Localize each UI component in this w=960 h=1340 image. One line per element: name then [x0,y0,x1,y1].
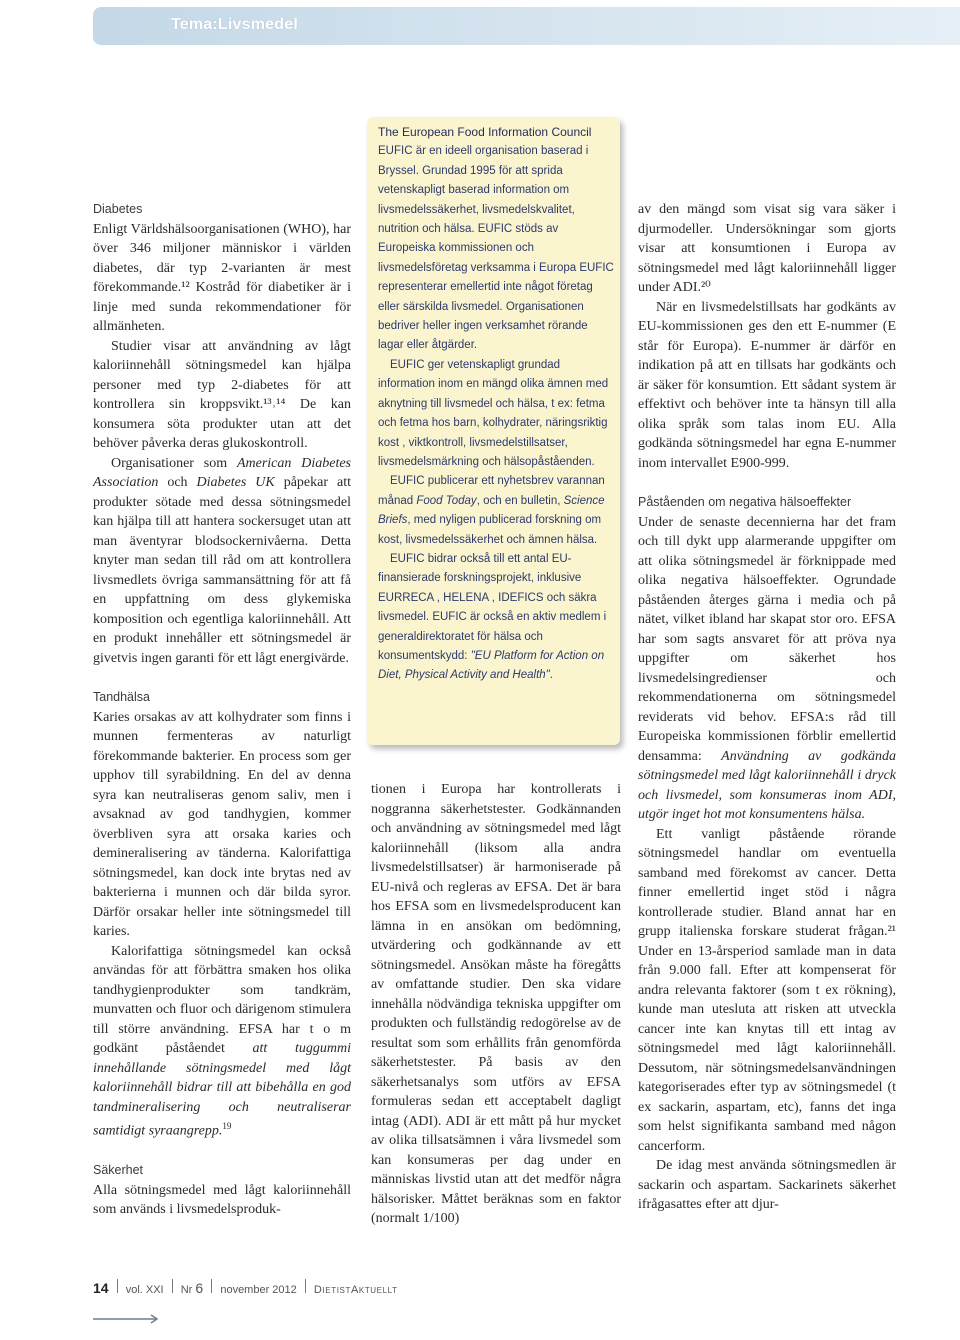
issue-date: november 2012 [220,1284,297,1296]
heading-sakerhet: Säkerhet [93,1163,144,1178]
paragraph: Studier visar att användning av lågt kaloriinnehåll sötningsmedel kan hjälpa personer med typ 2-diabetes för att kontrollera sin kroppsvikt.¹³˒¹⁴ De kan konsumera söta produkter utan att det behöver påverka deras glukoskontroll. [93,338,351,451]
info-box-paragraph: EUFIC bidrar också till ett antal EU-finansierade forskningsprojekt, inklusive EURRECA , HELENA , IDEFICS och säkra livsmedel. EUFIC är också en aktiv medlem i generaldirektoratet för hälsa och konsumentskydd: "EU Platform for Action on Diet, Physical Activity and Health". [378,552,607,682]
info-box-paragraph: EUFIC är en ideell organisation baserad i Bryssel. Grundad 1995 för att sprida vetenskapligt baserad information om livsmedelssäkerhet, livsmedelskvalitet, nutrition och hälsa. EUFIC stöds av Europeiska kommissionen och livsmedelsföretag verksamma i Europa EUFIC representerar emellertid inte något företag eller särskilda livsmedel. Organisationen bedriver heller ingen verksamhet rörande lagar eller åtgärder. [378,145,614,352]
column-middle [371,780,621,1229]
paragraph: När en livsmedelstillsats har godkänts av EU-kommissionen ges den ett E-nummer (E står för Europa). E-nummer är därför en indikation på att en tillsats har godkänts och är säker för konsumtion. Ett sådant system är effektivt och behöver inte ta hänsyn till alla olika språk som talas inom EU. Alla godkända sötningsmedel har egna E-nummer inom intervallet E900-999. [638,299,896,471]
info-box-paragraph: EUFIC ger vetenskapligt grundad information inom en mängd olika ämnen med aknytning till livsmedel och hälsa, t ex: fetma och fetma hos barn, kolhydrater, näringsriktig kost , viktkontroll, livsmedelstillsatser, livsmedelsmärkning och hälsopåståenden. [378,358,609,468]
paragraph: Under de senaste decennierna har det fram och till dykt upp alarmerande uppgifter om att olika sötningsmedel är förknippade med olika negativa hälsoeffekter. Ogrundade påståenden återges gärna i media och på nätet, vilket ibland har skapat stor oro. EFSA har som sagts ansvaret för att pröva nya uppgifter om säkerhet hos livsmedelsingredienser och rekommendationerna om sötningsmedel reviderats vid behov. EFSA:s råd till Europeiska kommissionen förblir emellertid densamma: Användning av godkända sötningsmedel med lågt kaloriinnehåll i dryck och livsmedel, som konsumeras inom ADI, utgör inget hot mot konsumentens hälsa. [638,514,896,822]
page-number: 14 [93,1280,109,1296]
paragraph: tionen i Europa har kontrollerats i noggranna säkerhetstester. Godkännanden och användning av sötningsmedel med lågt kaloriinnehåll (liksom alla andra livsmedelstillsatser) är harmoniserade på EU-nivå och regleras av EFSA. Det är bara hos EFSA som en livsmedelsproducent kan lämna in en ansökan om bedömning, utvärdering och godkännande av ett sötningsmedel. Ansökan måste ha föregåtts av omfattande studier. Den ska vidare innehålla nödvändiga tekniska uppgifter om produkten och fullständig redogörelse av de resultat som som erhållits från genomförda säkerhetstester. På basis av den säkerhetsanalys som utförs av EFSA formuleras sedan ett acceptabelt dagligt intag (ADI). ADI är ett mått på hur mycket av olika tillsatsämnen i våra livsmedel som kan konsumeras per dag under en människas livstid utan att det medför några hälsorisker. Måttet beräknas som en faktor (normalt 1/100) [371,782,621,1226]
divider [305,1279,306,1293]
arrow-right-icon [93,1314,161,1324]
paragraph: Organisationer som American Diabetes Association och Diabetes UK påpekar att produkter sötade med dessa sötningsmedel kan hjälpa till att hantera sockersuget utan att man äventyrar blodsockernivåerna. Detta knyter man sedan till råd om att kontrollera livsmedlets övriga sammansättning för att få en uppfattning om dess glykemiska komposition och egentliga kaloriinnehåll. Att en produkt innehåller ett sötningsmedel är givetvis ingen garanti för ett lågt energivärde. [93,455,352,666]
issue-label: Nr [180,1284,193,1296]
paragraph: De idag mest använda sötningsmedlen är sackarin och aspartam. Sackarinets säkerhet ifrågasattes efter att djur- [638,1158,896,1212]
section-title: Tema:Livsmedel [171,16,298,33]
heading-pastaenden: Påståenden om negativa hälsoeffekter [638,495,852,509]
heading-diabetes: Diabetes [93,202,143,216]
paragraph: Kalorifattiga sötningsmedel kan också användas för att förbättra smaken hos olika tandhygienprodukter som tandkräm, munvatten och fluor och därigenom stimulera till större användning. EFSA har t o m godkänt påståendet att tuggummi innehållande sötningsmedel med lågt kaloriinnehåll bidrar till att bibehålla en god tandmineralisering och neutraliserar samtidigt syraangrepp.$^{19}$ [93,943,352,1139]
page-footer [93,1279,398,1296]
info-box-paragraph: EUFIC publicerar ett nyhetsbrev varannan månad Food Today, och en bulletin, Science Briefs, med nyligen publicerad forskning om kost, livsmedelssäkerhet och ämnen hälsa. [378,475,605,546]
divider [117,1279,118,1293]
paragraph: Enligt Världshälsoorganisationen (WHO), har över 346 miljoner människor i världen diabetes, där typ 2-varianten är mest förekommande.¹² Kostråd för diabetiker är i linje med sunda rekommendationer för allmänheten. [93,221,351,334]
column-left [93,200,351,1220]
divider [211,1279,212,1293]
eufic-info-box [367,117,620,745]
paragraph: Karies orsakas av att kolhydrater som finns i munnen fermenteras av naturligt förekommande bakterier. En process som ger upphov till syrabildning. En del av denna syra kan neutraliseras genom saliv, men i avsaknad av god tandhygien, kommer överbliven syra att orsaka karies och demineralisering av tänderna. Kalorifattiga sötningsmedel, kan dock inte brytas ned av bakterierna i munnen och där bilda syror. Därför orsakar heller inte sötningsmedel till karies. [93,709,351,939]
volume: vol. XXI [125,1284,164,1296]
issue-number: 6 [195,1280,204,1296]
heading-tandhalsa: Tandhälsa [93,690,150,704]
info-box-title: The European Food Information Council [378,125,592,139]
column-right [638,200,896,1215]
magazine-name: DietistAktuellt [313,1284,398,1296]
paragraph: av den mängd som visat sig vara säker i djurmodeller. Undersökningar som gjorts visar att konsumtionen i Europa av sötningsmedel med lågt kaloriinnehåll ligger under ADI.²⁰ [638,202,896,295]
divider [172,1279,173,1293]
paragraph: Ett vanligt påstående rörande sötningsmedel handlar om eventuella samband med förekomst av cancer. Detta finner emellertid inget stöd i några kontrollerade studier. Bland annat har en grupp italienska forskare studerat frågan.²¹ Under en 13-årsperiod samlade man in data från 9.000 fall. Efter att kompenserat för andra relevanta faktorer (som t ex rökning), kunde man utesluta att risken att utveckla cancer inte kan knytas till ett intag av sötningsmedel med lågt kaloriinnehåll. Dessutom, när sötningsmedelsanvändningen kategoriserades efter typ av sötningsmedel (t ex sackarin, aspartam, etc), fanns det inga som helst signifikanta samband med någon cancerform. [638,826,896,1154]
section-banner [93,7,960,45]
paragraph: Alla sötningsmedel med lågt kaloriinnehåll som används i livsmedelsproduk- [93,1182,351,1218]
